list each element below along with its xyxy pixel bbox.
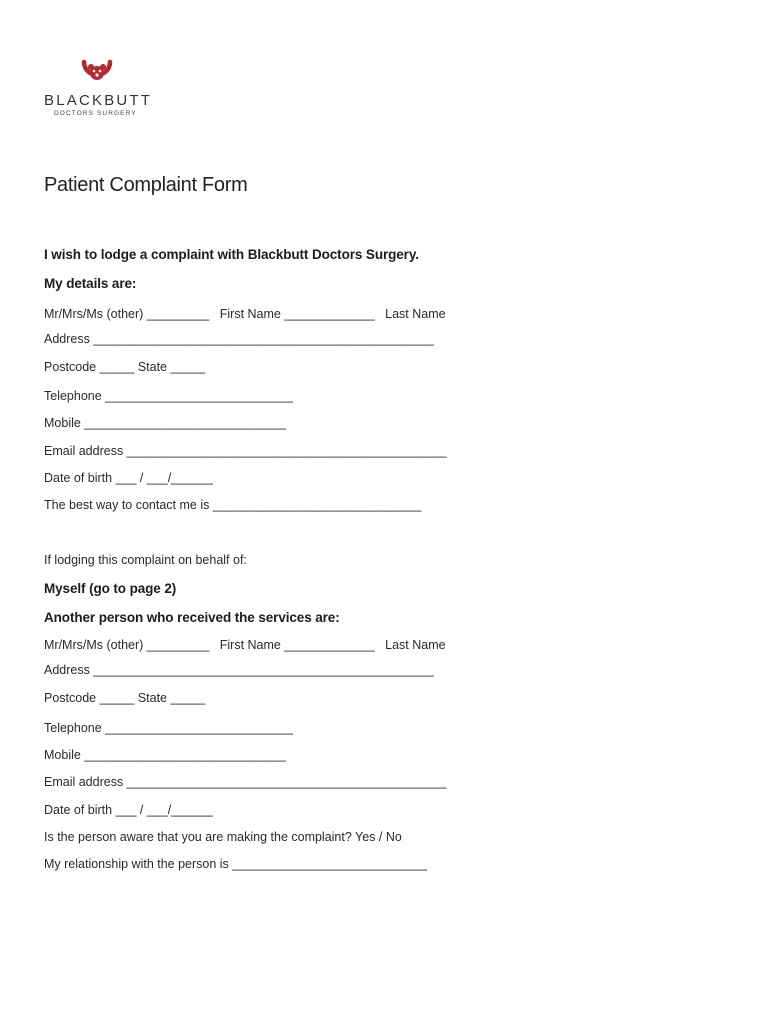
- koala-logo-icon: [80, 58, 114, 88]
- other-mobile-line: Mobile _____________________________: [44, 748, 286, 762]
- other-dob-line: Date of birth ___ / ___/______: [44, 803, 213, 817]
- other-telephone-line: Telephone ___________________________: [44, 721, 293, 735]
- my-address-line: Address _________________________________________________: [44, 332, 434, 346]
- my-mobile-line: Mobile _____________________________: [44, 416, 286, 430]
- intro-statement: I wish to lodge a complaint with Blackbutt Doctors Surgery.: [44, 247, 419, 262]
- best-contact-line: The best way to contact me is ______________________________: [44, 498, 422, 512]
- logo-subtitle: DOCTORS SURGERY: [54, 110, 137, 117]
- page-title: Patient Complaint Form: [44, 174, 248, 196]
- my-postcode-state-line: Postcode _____ State _____: [44, 360, 206, 374]
- my-dob-line: Date of birth ___ / ___/______: [44, 471, 213, 485]
- my-name-line: Mr/Mrs/Ms (other) _________ First Name _____________ Last Name: [44, 307, 446, 321]
- my-email-line: Email address ______________________________________________: [44, 444, 447, 458]
- other-name-line: Mr/Mrs/Ms (other) _________ First Name _____________ Last Name: [44, 638, 446, 652]
- logo-name: BLACKBUTT: [44, 92, 153, 109]
- other-address-line: Address _________________________________________________: [44, 663, 434, 677]
- my-details-heading: My details are:: [44, 276, 137, 291]
- surgery-logo: [44, 58, 154, 120]
- behalf-prompt: If lodging this complaint on behalf of:: [44, 553, 247, 567]
- other-email-line: Email address ______________________________________________: [44, 775, 447, 789]
- awareness-question: Is the person aware that you are making the complaint? Yes / No: [44, 830, 402, 844]
- other-postcode-state-line: Postcode _____ State _____: [44, 691, 206, 705]
- my-telephone-line: Telephone ___________________________: [44, 389, 293, 403]
- option-myself: Myself (go to page 2): [44, 581, 177, 596]
- other-person-heading: Another person who received the services are:: [44, 610, 340, 625]
- relationship-line: My relationship with the person is ____________________________: [44, 857, 427, 871]
